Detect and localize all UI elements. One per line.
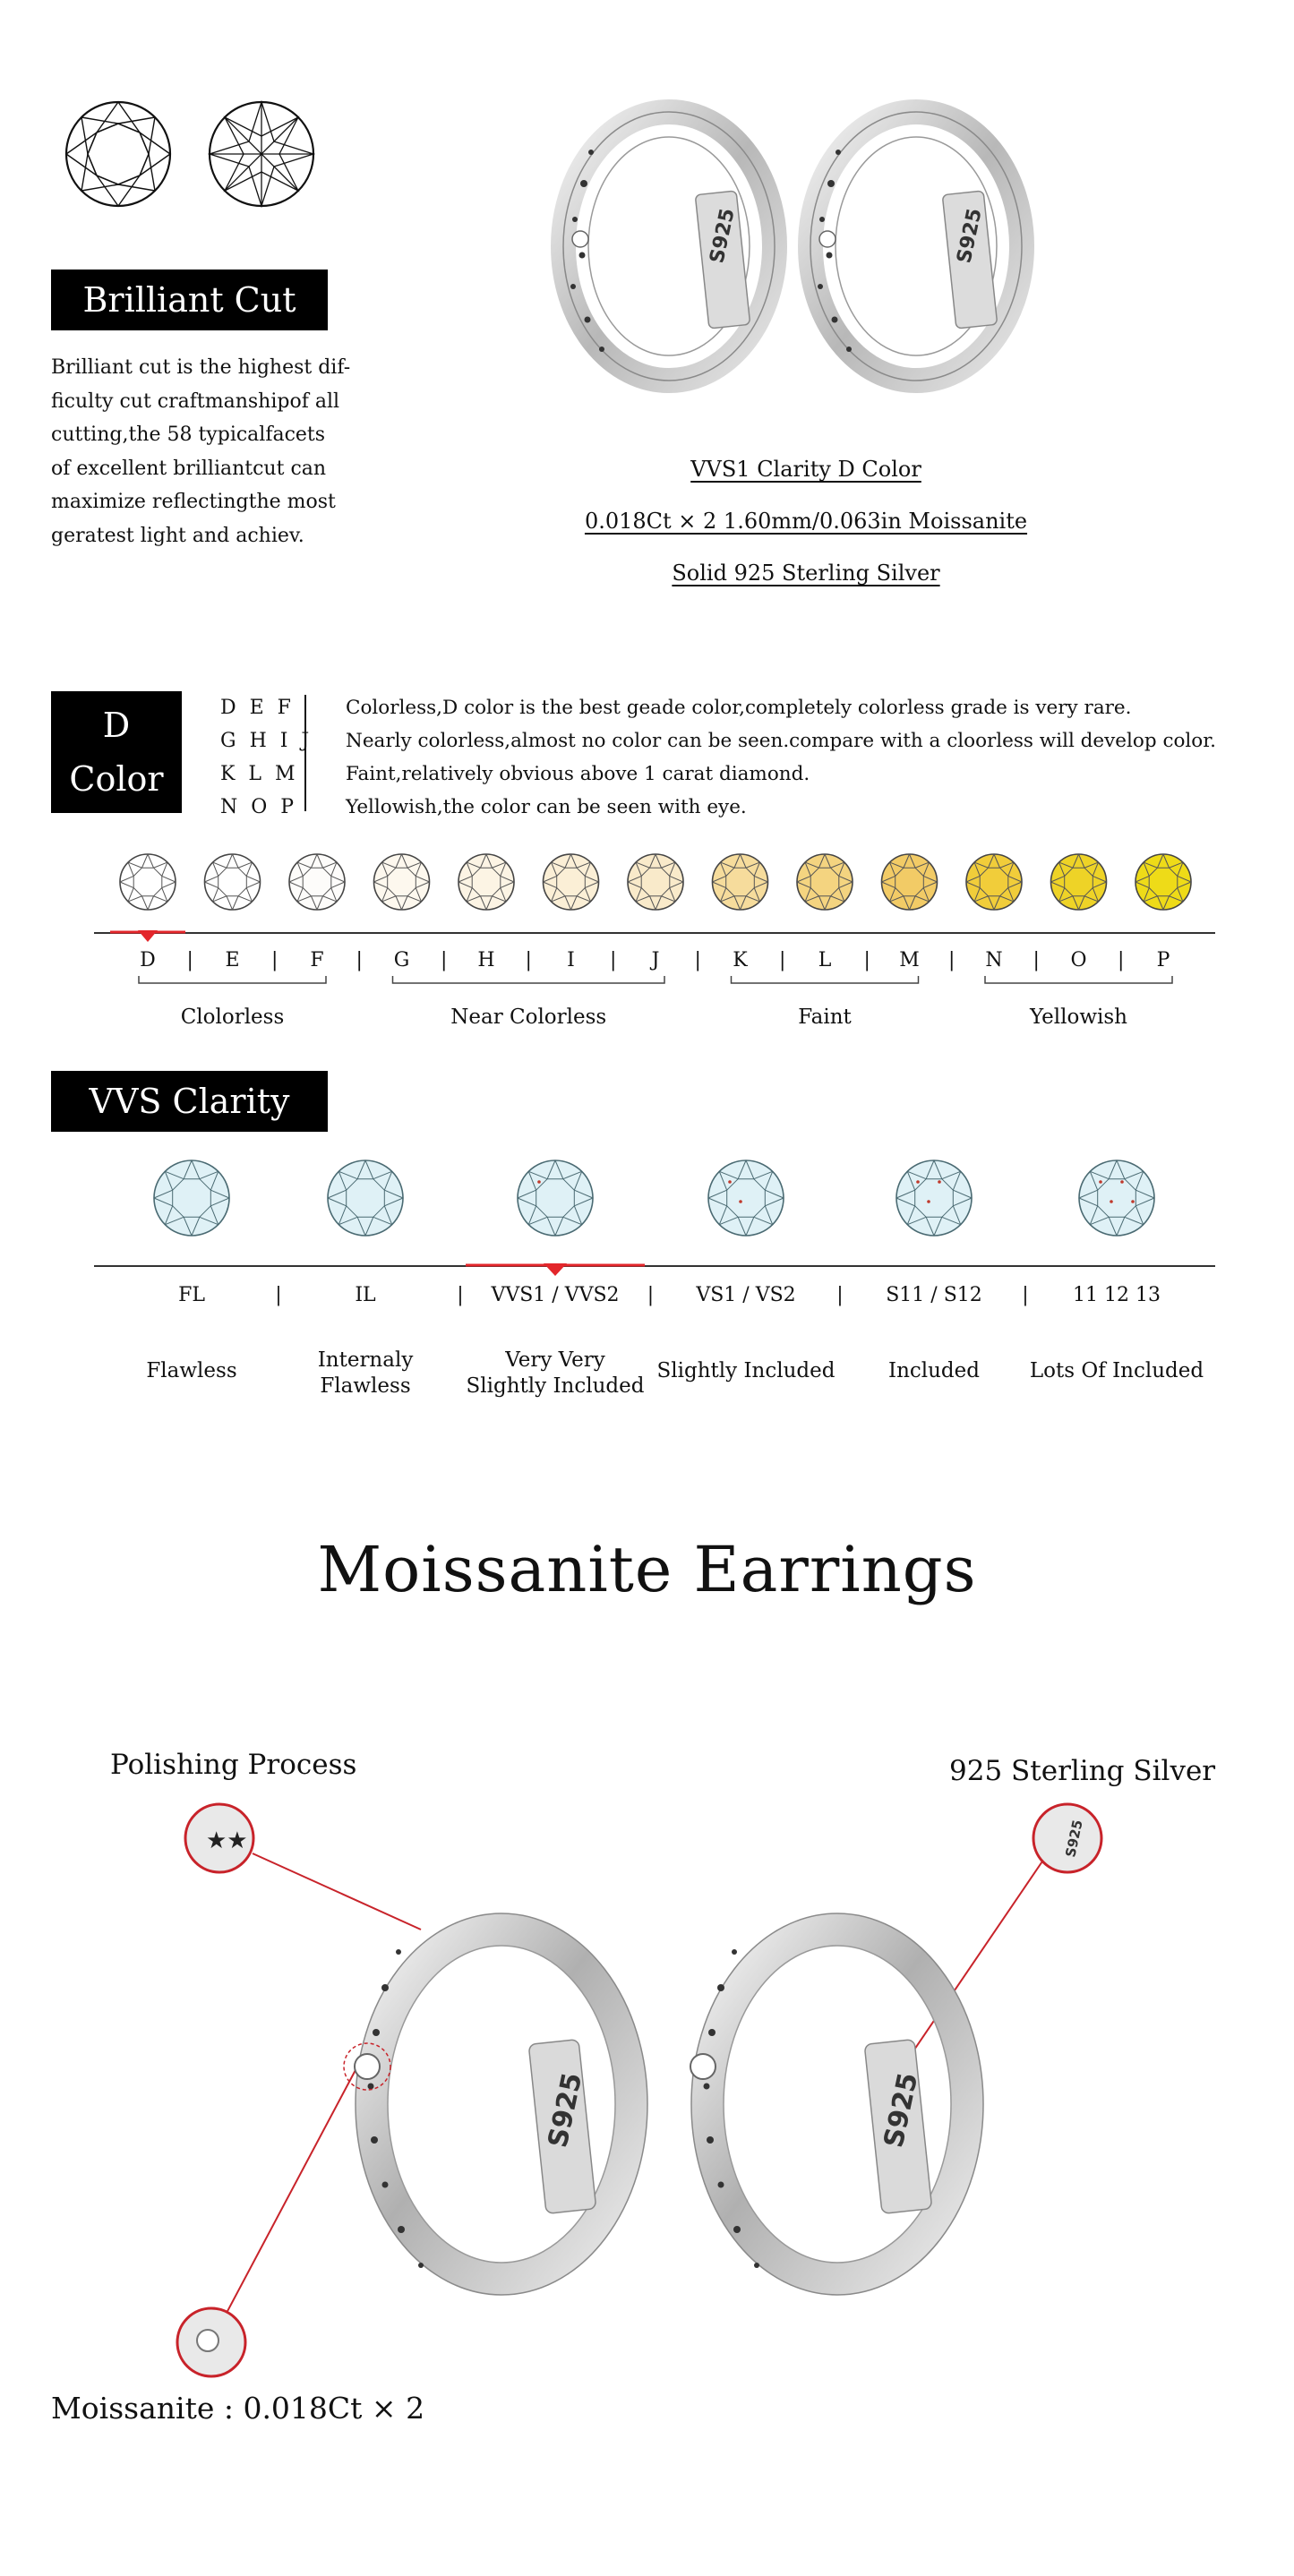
- grade-code: K L M: [220, 763, 299, 785]
- earring-stamp: S925: [706, 206, 740, 266]
- color-gem-g: [374, 854, 430, 910]
- brilliant-line: of excellent brilliantcut can: [51, 457, 327, 480]
- clarity-grade-separator: |: [275, 1284, 282, 1306]
- color-gem-l: [797, 854, 853, 910]
- color-scale-letter: N: [985, 949, 1003, 971]
- color-group-label: Clolorless: [180, 1006, 285, 1029]
- hero-title: Moissanite Earrings: [317, 1533, 977, 1606]
- clarity-grade-label: S11 / S12: [886, 1284, 982, 1306]
- color-gem-n: [966, 854, 1022, 910]
- color-scale-separator: |: [1118, 949, 1125, 971]
- color-scale-separator: |: [186, 949, 193, 971]
- color-gem-m: [882, 854, 938, 910]
- brilliant-cut-title: Brilliant Cut: [51, 270, 328, 330]
- color-group-bracket: [139, 976, 326, 983]
- hero-earring-left: [344, 1913, 647, 2295]
- color-scale-letter: K: [733, 949, 748, 971]
- color-scale-letter: M: [899, 949, 920, 971]
- grade-desc: Nearly colorless,almost no color can be seen.compare with a cloorless will develop color.: [346, 730, 1216, 752]
- clarity-grade-separator: |: [647, 1284, 655, 1306]
- color-scale-letter: O: [1070, 949, 1087, 971]
- color-scale-letter: I: [567, 949, 575, 971]
- brilliant-line: Brilliant cut is the highest dif-: [51, 356, 351, 379]
- clarity-grade-name: Flawless: [146, 1359, 237, 1382]
- clarity-grade-label: 11 12 13: [1073, 1284, 1161, 1306]
- earring-stamp: S925: [542, 2069, 589, 2151]
- clarity-grade-label: VS1 / VS2: [696, 1284, 796, 1306]
- callout-stamp: S925: [1062, 1818, 1086, 1859]
- grade-code: N O P: [220, 796, 298, 818]
- clarity-grade-name: Lots Of Included: [1029, 1359, 1204, 1382]
- color-scale-letter: H: [477, 949, 495, 971]
- color-gem-p: [1135, 854, 1191, 910]
- hero-earring-right: [690, 1913, 983, 2295]
- clarity-grade-name: Included: [887, 1359, 981, 1382]
- color-gem-f: [289, 854, 345, 910]
- hero-earrings-image: [0, 1782, 1294, 2409]
- brilliant-line: ficulty cut craftmanshipof all: [51, 389, 340, 413]
- callout-polishing-circle: [185, 1804, 253, 1872]
- svg-text:★★: ★★: [206, 1827, 248, 1854]
- callout-moissanite-label: Moissanite : 0.018Ct × 2: [51, 2391, 425, 2426]
- spec-silver: Solid 925 Sterling Silver: [672, 561, 940, 586]
- clarity-grade-name: Very Very: [505, 1348, 605, 1372]
- callout-moissanite-circle: [177, 2308, 245, 2376]
- color-scale-separator: |: [694, 949, 701, 971]
- clarity-grade-name: Slightly Included: [656, 1359, 836, 1382]
- clarity-grade-label: FL: [178, 1284, 205, 1306]
- color-group-bracket: [732, 976, 919, 983]
- color-gem-e: [205, 854, 261, 910]
- grade-descriptions: [346, 691, 1250, 824]
- color-scale-separator: |: [441, 949, 448, 971]
- spec-moissanite-size: 0.018Ct × 2 1.60mm/0.063in Moissanite: [584, 509, 1028, 534]
- color-scale-separator: |: [779, 949, 786, 971]
- color-gem-j: [628, 854, 683, 910]
- clarity-gem: [708, 1160, 784, 1236]
- color-selected-marker: [138, 930, 158, 942]
- color-scale-letter: E: [225, 949, 240, 971]
- color-scale-separator: |: [610, 949, 617, 971]
- clarity-grade-separator: |: [1022, 1284, 1029, 1306]
- color-scale-separator: |: [271, 949, 279, 971]
- clarity-gem: [518, 1160, 593, 1236]
- brilliant-cut-diagram-pavilion: [201, 100, 322, 208]
- color-gem-k: [713, 854, 768, 910]
- product-specs: [501, 457, 1110, 612]
- clarity-grade-label: IL: [355, 1284, 376, 1306]
- brilliant-line: geratest light and achiev.: [51, 524, 304, 547]
- clarity-gem: [1079, 1160, 1154, 1236]
- clarity-gem: [896, 1160, 972, 1236]
- color-group-label: Near Colorless: [450, 1006, 607, 1029]
- d-color-title: [51, 691, 182, 813]
- clarity-scale: [0, 1155, 1294, 1406]
- color-gem-i: [544, 854, 599, 910]
- spec-clarity-color: VVS1 Clarity D Color: [690, 457, 921, 482]
- color-scale-letter: J: [651, 949, 660, 971]
- color-scale-separator: |: [948, 949, 956, 971]
- clarity-grade-name: Internaly: [317, 1348, 414, 1372]
- color-gem-o: [1051, 854, 1107, 910]
- color-scale-separator: |: [1033, 949, 1040, 971]
- callout-silver-label: 925 Sterling Silver: [949, 1755, 1216, 1787]
- color-scale-letter: L: [818, 949, 832, 971]
- color-scale-separator: |: [525, 949, 532, 971]
- grade-desc: Faint,relatively obvious above 1 carat diamond.: [346, 763, 810, 785]
- color-scale-letter: G: [393, 949, 410, 971]
- callout-silver-circle: [1033, 1804, 1101, 1872]
- clarity-grade-separator: |: [836, 1284, 844, 1306]
- clarity-grade-name: Flawless: [320, 1374, 411, 1398]
- earring-stamp: S925: [953, 206, 987, 266]
- clarity-title: VVS Clarity: [51, 1071, 328, 1132]
- grade-code: D E F: [220, 697, 295, 719]
- color-scale-separator: |: [863, 949, 870, 971]
- color-scale-letter: D: [140, 949, 156, 971]
- clarity-gem: [328, 1160, 403, 1236]
- color-group-label: Yellowish: [1029, 1006, 1128, 1029]
- earring-top-right-image: [795, 85, 1037, 394]
- color-gem-d: [120, 854, 176, 910]
- color-scale-letter: P: [1156, 949, 1170, 971]
- d-color-title-color: Color: [69, 759, 164, 799]
- color-scale-separator: |: [356, 949, 363, 971]
- d-color-title-d: D: [102, 706, 131, 745]
- earring-top-left-image: [548, 85, 790, 394]
- clarity-grade-separator: |: [457, 1284, 464, 1306]
- clarity-grade-label: VVS1 / VVS2: [491, 1284, 620, 1306]
- color-group-label: Faint: [798, 1006, 852, 1029]
- grade-codes: [220, 691, 313, 824]
- brilliant-cut-description: [51, 351, 356, 552]
- brilliant-line: cutting,the 58 typicalfacets: [51, 424, 326, 446]
- color-scale-letter: F: [310, 949, 324, 971]
- color-gem-h: [458, 854, 514, 910]
- brilliant-line: maximize reflectingthe most: [51, 491, 336, 513]
- grade-desc: Colorless,D color is the best geade color,completely colorless grade is very rare.: [346, 697, 1132, 719]
- color-group-bracket: [985, 976, 1172, 983]
- brilliant-cut-diagram-crown: [57, 100, 179, 208]
- earring-stamp: S925: [878, 2069, 925, 2151]
- grade-code: G H I J: [220, 730, 313, 752]
- color-group-bracket: [393, 976, 665, 983]
- clarity-grade-name: Slightly Included: [466, 1374, 645, 1398]
- clarity-gem: [154, 1160, 229, 1236]
- callout-polishing-label: Polishing Process: [110, 1749, 357, 1781]
- clarity-selected-marker: [544, 1263, 567, 1276]
- grade-desc: Yellowish,the color can be seen with eye.: [346, 796, 747, 818]
- color-scale: [0, 842, 1294, 1048]
